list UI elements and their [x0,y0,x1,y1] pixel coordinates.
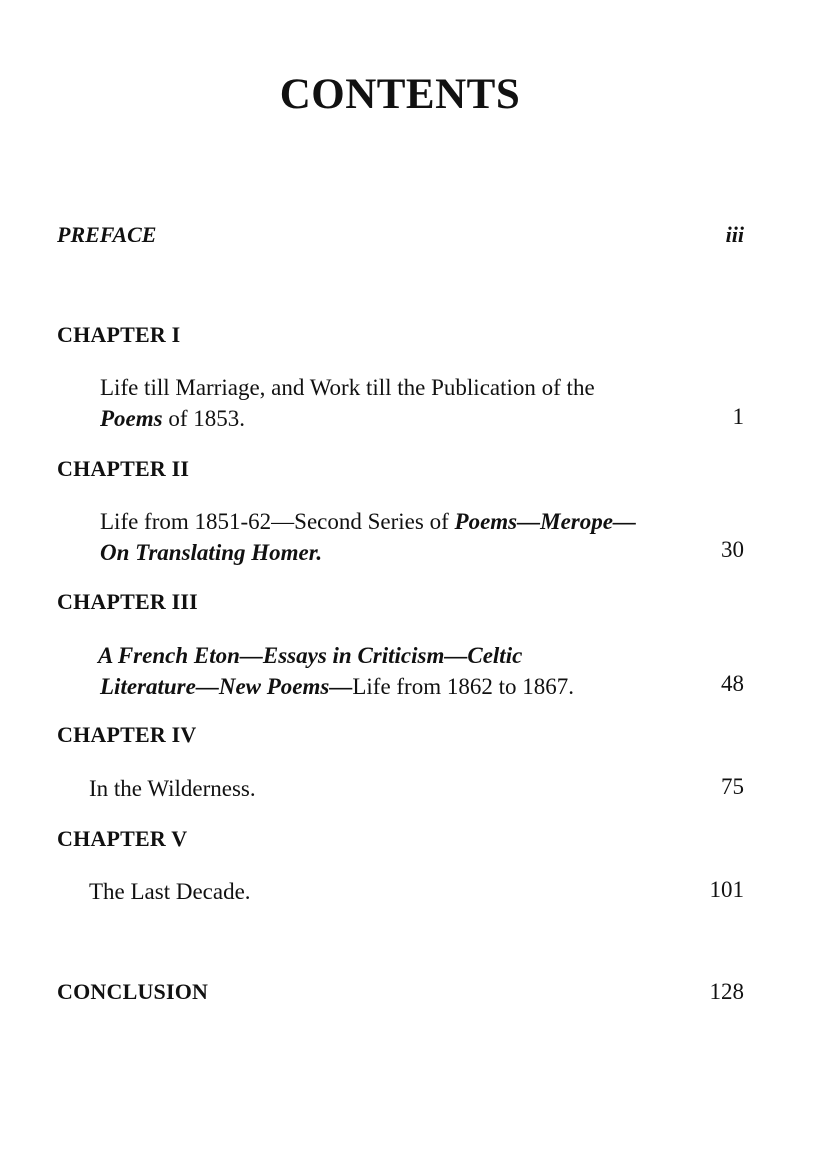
chapter-page-number: 30 [721,537,744,562]
chapter-heading: CHAPTER II [57,456,190,481]
entry-text: Life from 1851-62—Second Series of [100,509,455,534]
entry-italic-text: Literature—New Poems— [100,674,353,699]
chapter-page-number: 1 [732,404,744,429]
page-title: CONTENTS [279,71,521,118]
entry-text: Life till Marriage, and Work till the Publication of the [100,375,595,400]
entry-text: Life from 1862 to 1867. [352,674,574,699]
entry-italic-text: Poems—Merope— [454,509,636,534]
chapter-heading: CHAPTER I [57,322,181,347]
chapter-heading: CHAPTER V [57,826,188,851]
chapter-page-number: 48 [721,671,744,696]
chapter-entry-line [98,640,522,671]
chapter-entry-line [100,372,595,403]
chapter-entry-line [100,537,322,568]
chapter-entry-line [100,506,636,537]
preface-page-number: iii [725,222,744,247]
chapter-entry-line [89,773,256,804]
chapter-page-number: 101 [709,877,744,902]
chapter-entry-line [100,671,574,702]
chapter-entry-line [89,876,251,907]
entry-italic-text: Poems [100,406,163,431]
entry-italic-text: On Translating Homer. [100,540,323,565]
entry-text: The Last Decade. [89,879,251,904]
chapter-entry-line [100,403,245,434]
chapter-heading: CHAPTER IV [57,722,197,747]
entry-text: of 1853. [162,406,246,431]
entry-text: In the Wilderness. [89,776,256,801]
chapter-heading: CHAPTER III [57,589,198,614]
conclusion-page-number: 128 [709,979,744,1004]
chapter-page-number: 75 [721,774,744,799]
conclusion-label: CONCLUSION [57,979,209,1004]
preface-label: PREFACE [57,222,157,247]
entry-italic-text: A French Eton—Essays in Criticism—Celtic [98,643,523,668]
